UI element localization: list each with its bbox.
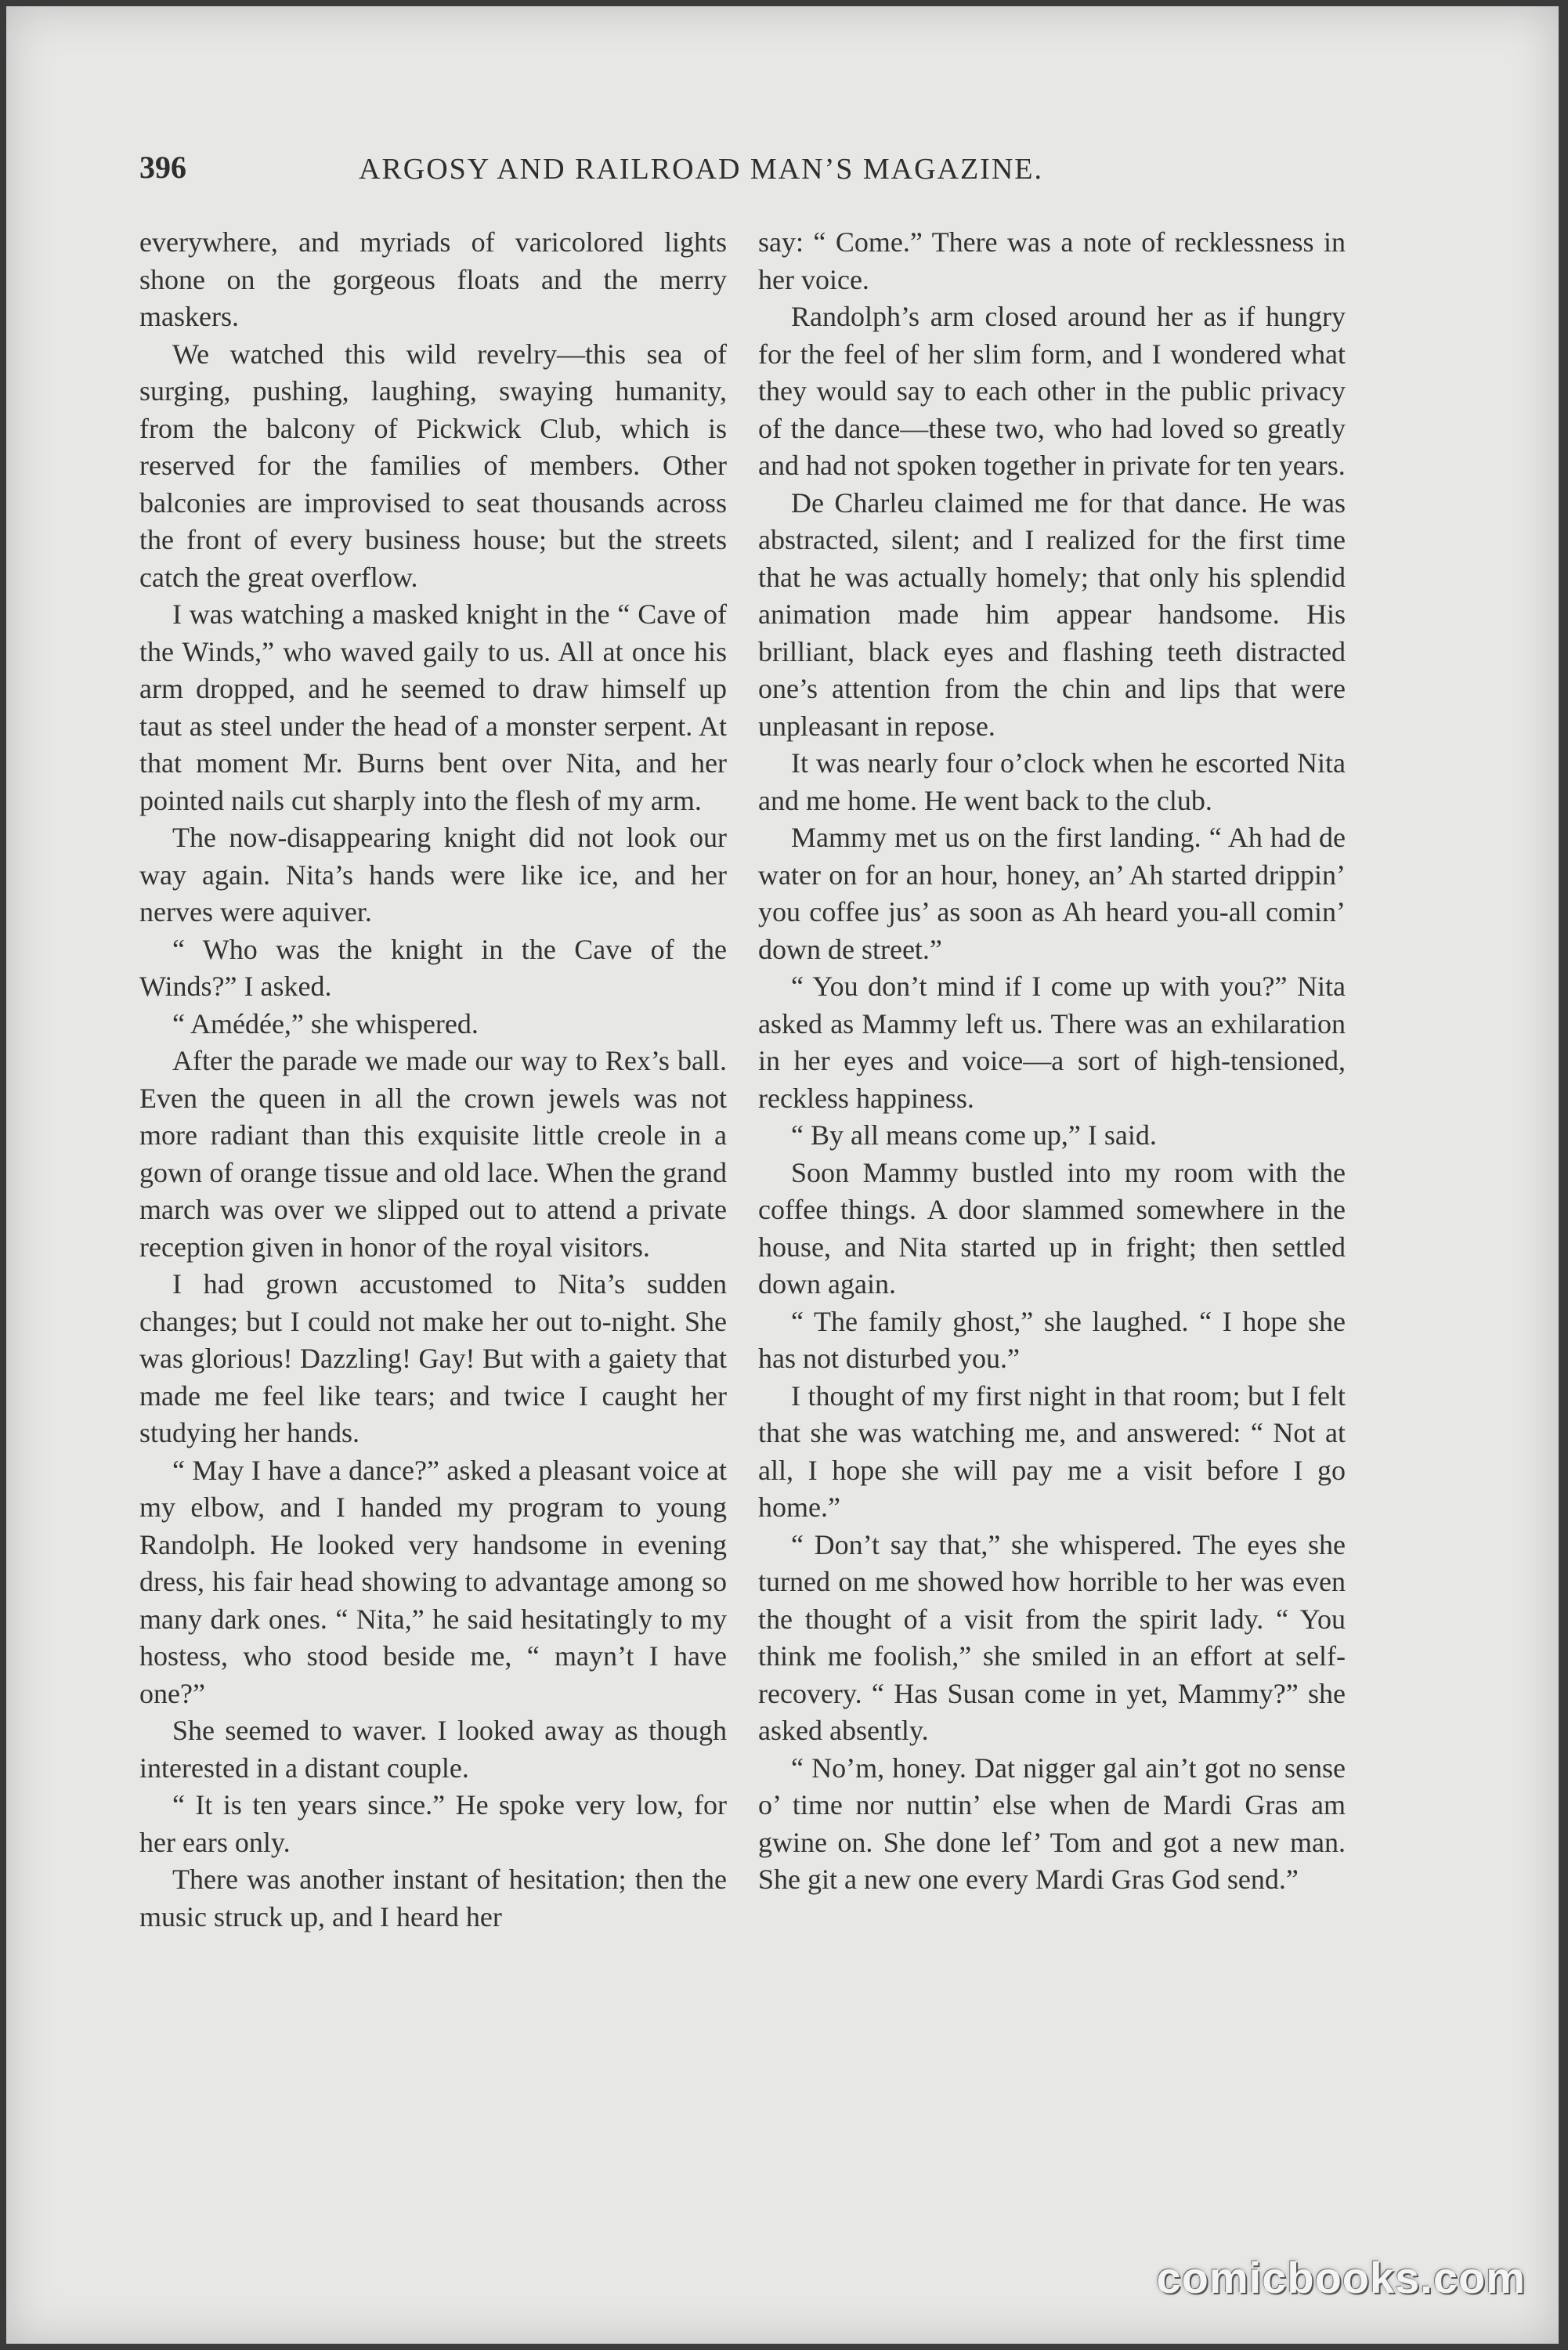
paragraph: Mammy met us on the first landing. “ Ah had de water on for an hour, honey, an’ Ah started drippin’ you coffee jus’ as soon as Ah heard you-all comin’ down de street.”: [758, 822, 1346, 965]
paragraph: I thought of my first night in that room; but I felt that she was watching me, and answered: “ Not at all, I hope she will pay me a visit before I go home.”: [758, 1379, 1346, 1523]
right-column: [758, 224, 1346, 1899]
paragraph: I was watching a masked knight in the “ Cave of the Winds,” who waved gaily to us. All at once his arm dropped, and he seemed to draw himself up taut as steel under the head of a monster serpent. At that moment Mr. Burns bent over Nita, and her pointed nails cut sharply into the flesh of my arm.: [139, 598, 727, 816]
paragraph: “ It is ten years since.” He spoke very low, for her ears only.: [139, 1789, 727, 1858]
paragraph: After the parade we made our way to Rex’s ball. Even the queen in all the crown jewels was not more radiant than this exquisite little creole in a gown of orange tissue and old lace. When the grand march was over we slipped out to attend a private reception given in honor of the royal visitors.: [139, 1045, 727, 1263]
paragraph: “ The family ghost,” she laughed. “ I hope she has not disturbed you.”: [758, 1305, 1346, 1374]
paragraph: “ No’m, honey. Dat nigger gal ain’t got no sense o’ time nor nuttin’ else when de Mardi Gras am gwine on. She done lef’ Tom and got a new man. She git a new one every Mardi Gras God send.”: [758, 1752, 1346, 1895]
paragraph: say: “ Come.” There was a note of recklessness in her voice.: [758, 226, 1346, 295]
paragraph: It was nearly four o’clock when he escorted Nita and me home. He went back to the club.: [758, 747, 1346, 816]
paragraph: She seemed to waver. I looked away as though interested in a distant couple.: [139, 1715, 727, 1784]
paragraph: Soon Mammy bustled into my room with the coffee things. A door slammed somewhere in the house, and Nita started up in fright; then settled down again.: [758, 1156, 1346, 1300]
paragraph: “ Amédée,” she whispered.: [172, 1007, 479, 1039]
paragraph: We watched this wild revelry—this sea of surging, pushing, laughing, swaying humanity, from the balcony of Pickwick Club, which is reserved for the families of members. Other balconies are improvised to seat thousands across the front of every business house; but the streets catch the great overflow.: [139, 338, 727, 593]
paragraph: everywhere, and myriads of varicolored lights shone on the gorgeous floats and the merry maskers.: [139, 226, 727, 332]
paragraph: The now-disappearing knight did not look our way again. Nita’s hands were like ice, and her nerves were aquiver.: [139, 822, 727, 927]
paragraph: “ By all means come up,” I said.: [791, 1119, 1157, 1151]
paragraph: I had grown accustomed to Nita’s sudden changes; but I could not make her out to-night. She was glorious! Dazzling! Gay! But with a gaiety that made me feel like tears; and twice I caught her studying her hands.: [139, 1268, 727, 1448]
page-number: 396: [139, 150, 186, 185]
paragraph: “ Don’t say that,” she whispered. The eyes she turned on me showed how horrible to her was even the thought of a visit from the spirit lady. “ You think me foolish,” she smiled in an effort at self-recovery. “ Has Susan come in yet, Mammy?” she asked absently.: [758, 1528, 1346, 1746]
left-column: [139, 224, 727, 1936]
magazine-page: [6, 6, 1559, 2344]
running-title: ARGOSY AND RAILROAD MAN’S MAGAZINE.: [359, 153, 1043, 186]
paragraph: Randolph’s arm closed around her as if hungry for the feel of her slim form, and I wondered what they would say to each other in the public privacy of the dance—these two, who had loved so greatly and had not spoken together in private for ten years.: [758, 301, 1346, 481]
paragraph: There was another instant of hesitation; then the music struck up, and I heard her: [139, 1864, 727, 1932]
paragraph: “ You don’t mind if I come up with you?” Nita asked as Mammy left us. There was an exhilaration in her eyes and voice—a sort of high-tensioned, reckless happiness.: [758, 971, 1346, 1114]
paragraph: De Charleu claimed me for that dance. He was abstracted, silent; and I realized for the first time that he was actually homely; that only his splendid animation made him appear handsome. His brilliant, black eyes and flashing teeth distracted one’s attention from the chin and lips that were unpleasant in repose.: [758, 486, 1346, 742]
paragraph: “ Who was the knight in the Cave of the Winds?” I asked.: [139, 933, 727, 1002]
paragraph: “ May I have a dance?” asked a pleasant voice at my elbow, and I handed my program to young Randolph. He looked very handsome in evening dress, his fair head showing to advantage among so many dark ones. “ Nita,” he said hesitatingly to my hostess, who stood beside me, “ mayn’t I have one?”: [139, 1454, 727, 1709]
watermark-logo: comicbooks.com: [1156, 2253, 1526, 2302]
page-header: [139, 149, 1458, 204]
